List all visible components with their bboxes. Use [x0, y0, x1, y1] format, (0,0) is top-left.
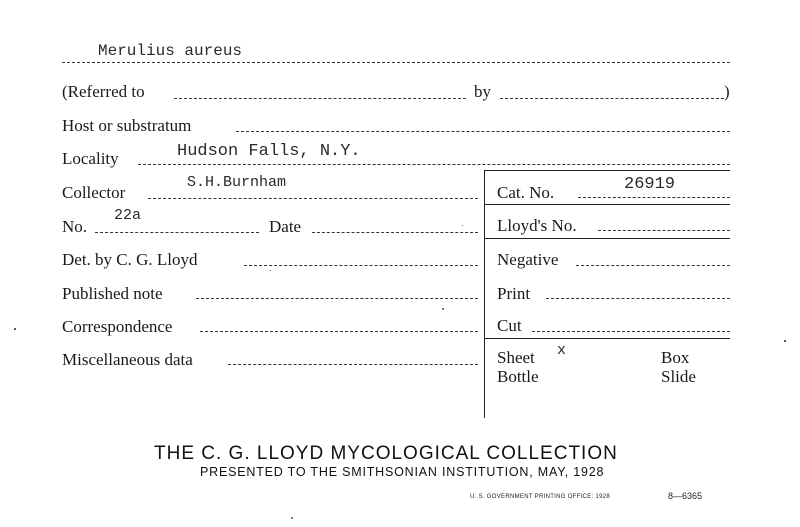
collection-title: THE C. G. LLOYD MYCOLOGICAL COLLECTION [154, 443, 618, 464]
species-name: Merulius aureus [98, 42, 243, 60]
host-label: Host or substratum [62, 116, 192, 135]
host-line [236, 131, 730, 132]
scan-speck [442, 308, 444, 310]
lloyds-no-label: Lloyd's No. [497, 216, 577, 235]
no-value: 22a [114, 207, 142, 224]
species-line [62, 62, 730, 63]
referred-label: (Referred to [62, 82, 145, 101]
form-number: 8—6365 [668, 491, 703, 501]
det-by-line [244, 265, 478, 266]
cat-no-underline [484, 204, 730, 205]
negative-label: Negative [497, 250, 559, 269]
locality-value: Hudson Falls, N.Y. [177, 142, 361, 161]
negative-line [576, 265, 730, 266]
date-line [312, 232, 478, 233]
slide-label: Slide [661, 367, 696, 386]
print-label: Print [497, 284, 531, 303]
cat-no-label: Cat. No. [497, 183, 555, 202]
cat-no-line [578, 197, 730, 198]
scan-speck [270, 270, 271, 271]
cut-label: Cut [497, 316, 522, 335]
collector-label: Collector [62, 183, 126, 202]
box-top-border [484, 170, 730, 171]
lloyds-no-underline [484, 238, 730, 239]
locality-label: Locality [62, 149, 119, 168]
collector-line [148, 198, 478, 199]
collection-subtitle: PRESENTED TO THE SMITHSONIAN INSTITUTION, MAY, 1928 [200, 465, 605, 479]
print-line [546, 298, 730, 299]
by-label: by [474, 82, 491, 101]
scan-speck [14, 328, 16, 330]
sheet-check-mark: x [557, 342, 567, 359]
lloyds-no-line [598, 230, 730, 231]
referred-line [174, 98, 466, 99]
locality-line [138, 164, 730, 165]
print-office-note: U. S. GOVERNMENT PRINTING OFFICE: 1928 [470, 494, 610, 500]
misc-data-line [228, 364, 478, 365]
correspondence-label: Correspondence [62, 317, 173, 336]
correspondence-line [200, 331, 478, 332]
box-left-border [484, 170, 485, 418]
no-line [95, 232, 259, 233]
cut-underline [484, 338, 730, 339]
cut-line [532, 331, 730, 332]
collector-value: S.H.Burnham [187, 174, 287, 191]
scan-speck [291, 517, 293, 519]
misc-data-label: Miscellaneous data [62, 350, 193, 369]
box-label: Box [661, 348, 690, 367]
published-note-line [196, 298, 478, 299]
published-note-label: Published note [62, 284, 163, 303]
bottle-label: Bottle [497, 367, 539, 386]
cat-no-value: 26919 [624, 175, 676, 194]
scan-speck [784, 340, 786, 342]
det-by-label: Det. by C. G. Lloyd [62, 250, 198, 269]
no-label: No. [62, 217, 88, 236]
close-paren: ) [724, 82, 730, 101]
sheet-label: Sheet [497, 348, 535, 367]
by-line [500, 98, 724, 99]
date-label: Date [269, 217, 302, 236]
scan-speck [462, 225, 463, 226]
